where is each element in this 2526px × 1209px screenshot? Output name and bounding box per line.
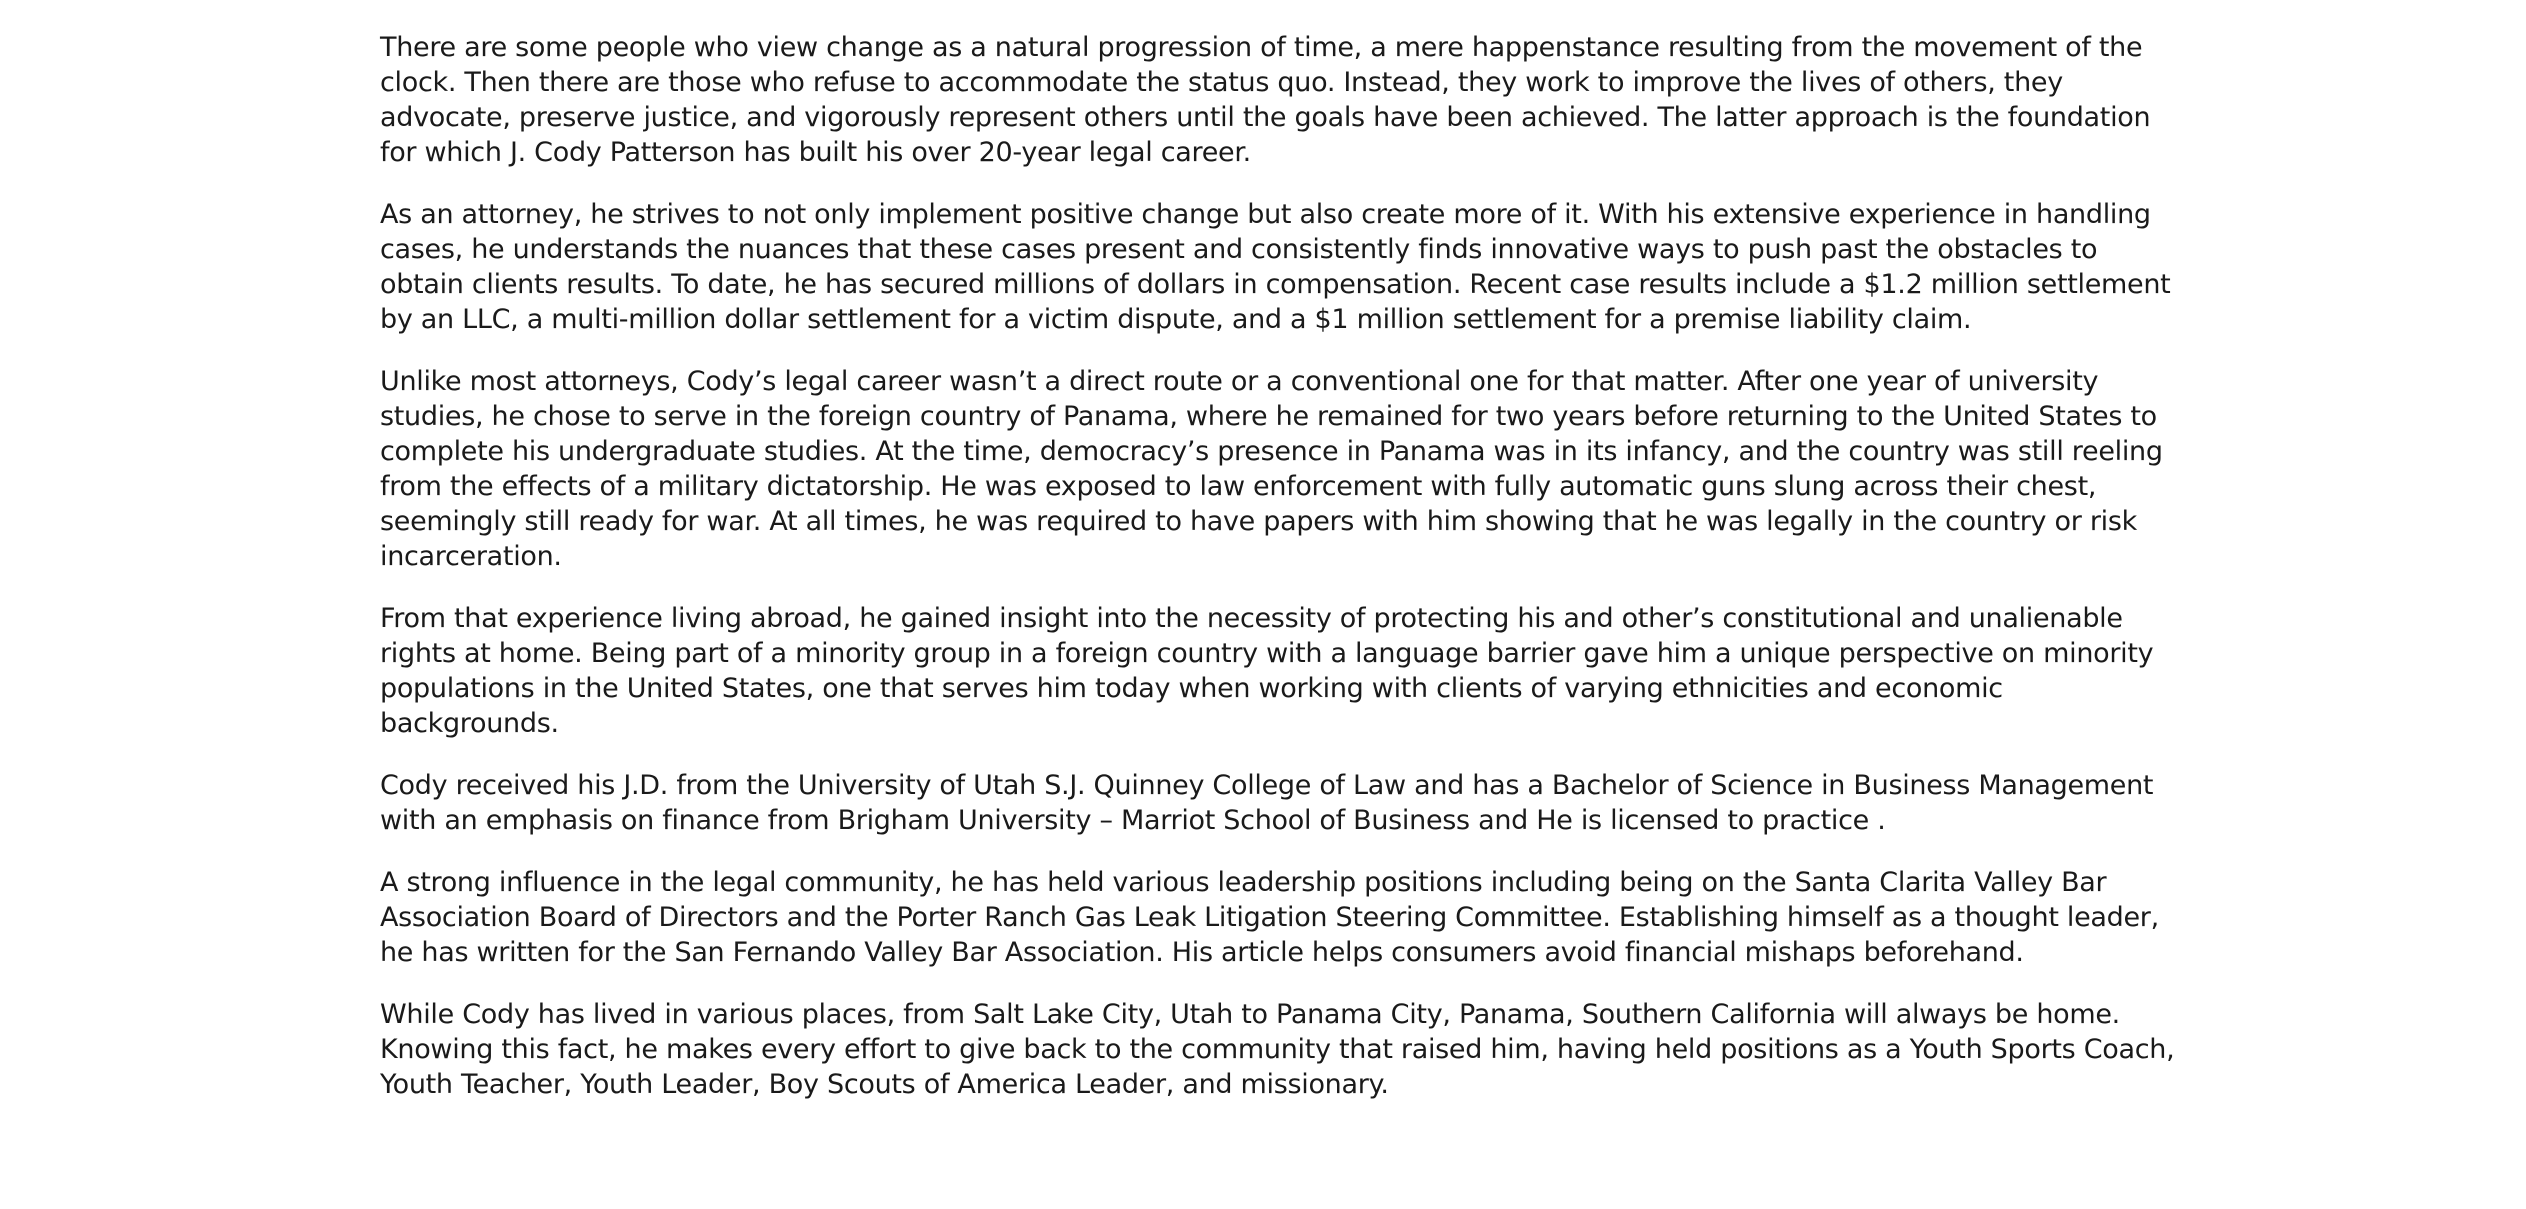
attorney-bio-content bbox=[380, 30, 2180, 1129]
bio-paragraph-rights-insight: From that experience living abroad, he gained insight into the necessity of protecting his and other’s constitutional and unalienable rights at home. Being part of a minority group in a foreign country with a language barrier gave him a unique perspective on minority populations in the United States, one that serves him today when working with clients of varying ethnicities and economic backgrounds. bbox=[380, 603, 2154, 739]
bio-paragraph-panama-experience: Unlike most attorneys, Cody’s legal career wasn’t a direct route or a conventional one for that matter. After one year of university studies, he chose to serve in the foreign country of Panama, where he remained for two years before returning to the United States to complete his undergraduate studies. At the time, democracy’s presence in Panama was in its infancy, and the country was still reeling from the effects of a military dictatorship. He was exposed to law enforcement with fully automatic guns slung across their chest, seemingly still ready for war. At all times, he was required to have papers with him showing that he was legally in the country or risk incarceration. bbox=[380, 366, 2163, 572]
bio-paragraph-leadership: A strong influence in the legal community, he has held various leadership positions including being on the Santa Clarita Valley Bar Association Board of Directors and the Porter Ranch Gas Leak Litigation Steering Committee. Establishing himself as a thought leader, he has written for the San Fernando Valley Bar Association. His article helps consumers avoid financial mishaps beforehand. bbox=[380, 867, 2159, 968]
bio-paragraph-education: Cody received his J.D. from the University of Utah S.J. Quinney College of Law and has a Bachelor of Science in Business Management with an emphasis on finance from Brigham University – Marriot School of Business and He is licensed to practice . bbox=[380, 770, 2154, 836]
bio-paragraph-intro: There are some people who view change as a natural progression of time, a mere happenstance resulting from the movement of the clock. Then there are those who refuse to accommodate the status quo. Instead, they work to improve the lives of others, they advocate, preserve justice, and vigorously represent others until the goals have been achieved. The latter approach is the foundation for which J. Cody Patterson has built his over 20-year legal career. bbox=[380, 32, 2151, 168]
bio-paragraph-case-results: As an attorney, he strives to not only implement positive change but also create more of it. With his extensive experience in handling cases, he understands the nuances that these cases present and consistently finds innovative ways to push past the obstacles to obtain clients results. To date, he has secured millions of dollars in compensation. Recent case results include a $1.2 million settlement by an LLC, a multi-million dollar settlement for a victim dispute, and a $1 million settlement for a premise liability claim. bbox=[380, 199, 2171, 335]
bio-paragraph-community: While Cody has lived in various places, from Salt Lake City, Utah to Panama City, Panama, Southern California will always be home. Knowing this fact, he makes every effort to give back to the community that raised him, having held positions as a Youth Sports Coach, Youth Teacher, Youth Leader, Boy Scouts of America Leader, and missionary. bbox=[380, 999, 2175, 1100]
